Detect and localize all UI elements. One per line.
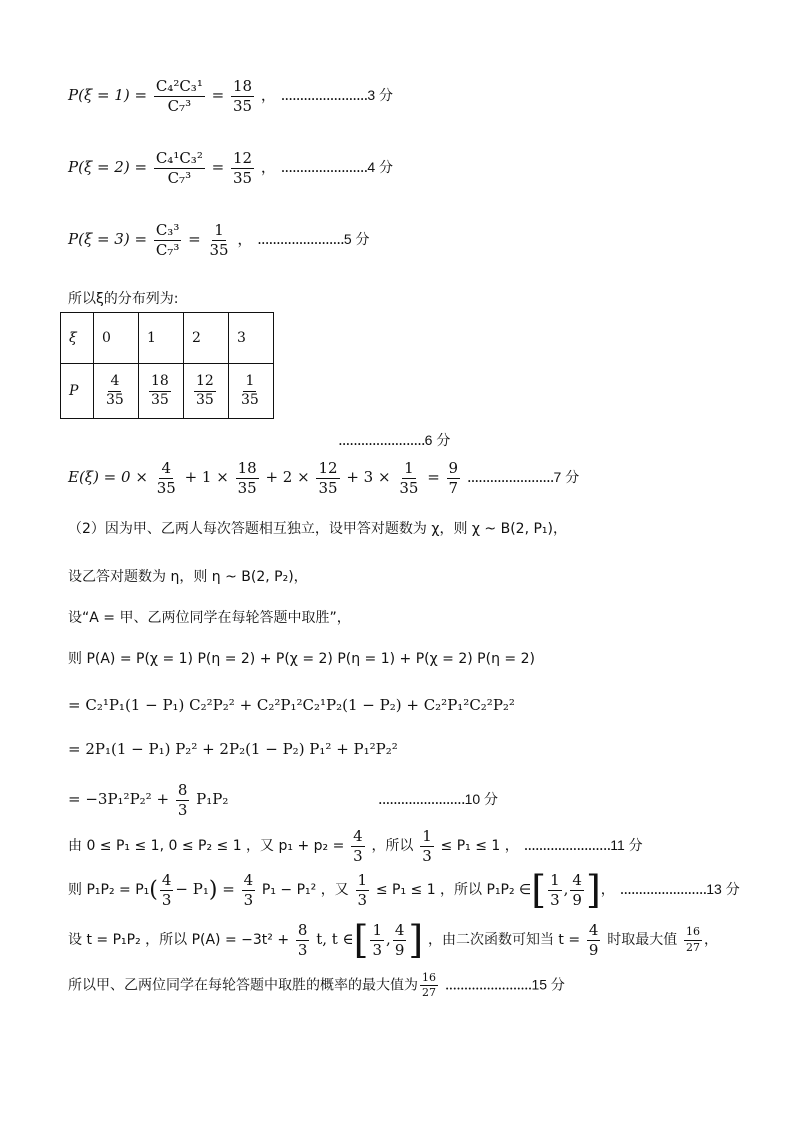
part2-line-8: 由 0 ≤ P₁ ≤ 1, 0 ≤ P₂ ≤ 1 ，又 p₁ + p₂ = $\frac{4}{3}$ ，所以 $\frac{1}{3}$ ≤ P₁ ≤ 1 ， .......................11 分 (68, 827, 643, 865)
score-label: 11 分 (610, 837, 643, 853)
prob-line-2: P(ξ = 2) = $\frac{\text{C₄¹C₃²}}{\text{C₇³}}$ = $\frac{12}{35}$ ， .......................4 分 (68, 149, 394, 187)
part2-line-11: 所以甲、乙两位同学在每轮答题中取胜的概率的最大值为 $\frac{16}{27}$ .......................15 分 (68, 971, 565, 1000)
table-cell: P (61, 364, 94, 419)
leader-dots: ....................... (377, 790, 465, 808)
part2-line-6: = 2P₁(1 − P₁) P₂² + 2P₂(1 − P₂) P₁² + P₁²P₂² (68, 740, 398, 758)
part2-line-1: （2）因为甲、乙两人每次答题相互独立，设甲答对题数为 χ，则 χ ~ B(2, P₁)， (68, 521, 568, 537)
leader-dots: ....................... (257, 230, 344, 248)
right-bracket: ] (408, 917, 424, 962)
table-cell: 0 (94, 313, 139, 364)
table-cell: 3 (229, 313, 274, 364)
part2-line-2: 设乙答对题数为 η，则 η ~ B(2, P₂)， (68, 569, 308, 585)
distribution-score-line (338, 430, 450, 450)
part2-line-3: 设“A = 甲、乙两位同学在每轮答题中取胜”， (68, 610, 351, 626)
leader-dots: ....................... (619, 880, 707, 898)
table-cell: $\frac{18}{35}$ (139, 364, 184, 419)
right-bracket: ] (585, 867, 601, 912)
table-cell: $\frac{4}{35}$ (94, 364, 139, 419)
value-fraction: $\frac{18}{35}$ (232, 77, 253, 115)
prob-line-1: P(ξ = 1) = $\frac{\text{C₄²C₃¹}}{\text{C₇³}}$ = $\frac{18}{35}$ ， .......................3 分 (68, 77, 394, 115)
leader-dots: ....................... (466, 468, 554, 486)
distribution-intro: 所以ξ的分布列为: (68, 291, 179, 307)
table-cell: 1 (139, 313, 184, 364)
score-label: 10 分 (464, 791, 499, 807)
table-row (61, 364, 274, 419)
value-fraction: $\frac{12}{35}$ (232, 149, 253, 187)
leader-dots: ....................... (523, 836, 611, 854)
part2-line-10: 设 t = P₁P₂ ，所以 P(A) = −3t² + $\frac{8}{3}$ t, t ∈[ $\frac{1}{3}$ , $\frac{4}{9}$ ] ，由二次函数可知当 t = $\frac{4}{9}$ 时取最大值 $\frac{16}{27}$ ， (68, 917, 718, 962)
table-cell: ξ (61, 313, 94, 364)
score-label: 15 分 (531, 976, 565, 993)
right-paren: ) (208, 877, 218, 903)
part2-line-5: = C₂¹P₁(1 − P₁) C₂²P₂² + C₂²P₁²C₂¹P₂(1 − P₂) + C₂²P₁²C₂²P₂² (68, 696, 515, 714)
score-label: 6 分 (424, 432, 451, 448)
left-paren: ( (149, 877, 158, 903)
score-label: 3 分 (367, 87, 394, 103)
prob-lhs: P(ξ = 1) = (68, 86, 148, 104)
table-header-row (61, 313, 274, 364)
distribution-table (60, 312, 274, 419)
part2-line-9: 则 P₁P₂ = P₁( $\frac{4}{3}$ − P₁) = $\frac{4}{3}$ P₁ − P₁² ，又 $\frac{1}{3}$ ≤ P₁ ≤ 1 ，所以 P₁P₂ ∈[ $\frac{1}{3}$ , $\frac{4}{9}$ ]， .......................13 分 (68, 867, 740, 912)
leader-dots: ....................... (280, 158, 368, 176)
table-cell: $\frac{1}{35}$ (229, 364, 274, 419)
value-fraction: $\frac{1}{35}$ (209, 221, 229, 259)
combo-fraction: $\frac{\text{C₃³}}{\text{C₇³}}$ (155, 221, 180, 259)
prob-lhs: P(ξ = 2) = (68, 158, 148, 176)
part2-line-7: = −3P₁²P₂² + $\frac{8}{3}$ P₁P₂ .......................10 分 (68, 781, 499, 819)
table-cell: 2 (184, 313, 229, 364)
score-label: 13 分 (706, 881, 740, 897)
part2-line-4: 则 P(A) = P(χ = 1) P(η = 2) + P(χ = 2) P(η = 1) + P(χ = 2) P(η = 2) (68, 651, 535, 667)
leader-dots: ....................... (338, 431, 425, 449)
score-label: 4 分 (367, 159, 394, 175)
score-label: 5 分 (343, 231, 370, 247)
leader-dots: ....................... (444, 975, 532, 994)
table-cell: $\frac{12}{35}$ (184, 364, 229, 419)
combo-fraction: $\frac{\text{C₄¹C₃²}}{\text{C₇³}}$ (155, 149, 203, 187)
left-bracket: [ (353, 917, 369, 962)
combo-fraction: $\frac{\text{C₄²C₃¹}}{\text{C₇³}}$ (155, 77, 203, 115)
leader-dots: ....................... (280, 86, 368, 104)
left-bracket: [ (531, 867, 547, 912)
score-label: 7 分 (553, 469, 580, 485)
expectation-line: E(ξ) = 0 × $\frac{4}{35}$ + 1 × $\frac{18}{35}$ + 2 × $\frac{12}{35}$ + 3 × $\frac{1}{35}$ = $\frac{9}{7}$ .......................7 分 (68, 459, 580, 497)
prob-lhs: P(ξ = 3) = (68, 230, 148, 248)
prob-line-3: P(ξ = 3) = $\frac{\text{C₃³}}{\text{C₇³}}$ = $\frac{1}{35}$ ， .......................5 分 (68, 221, 370, 259)
